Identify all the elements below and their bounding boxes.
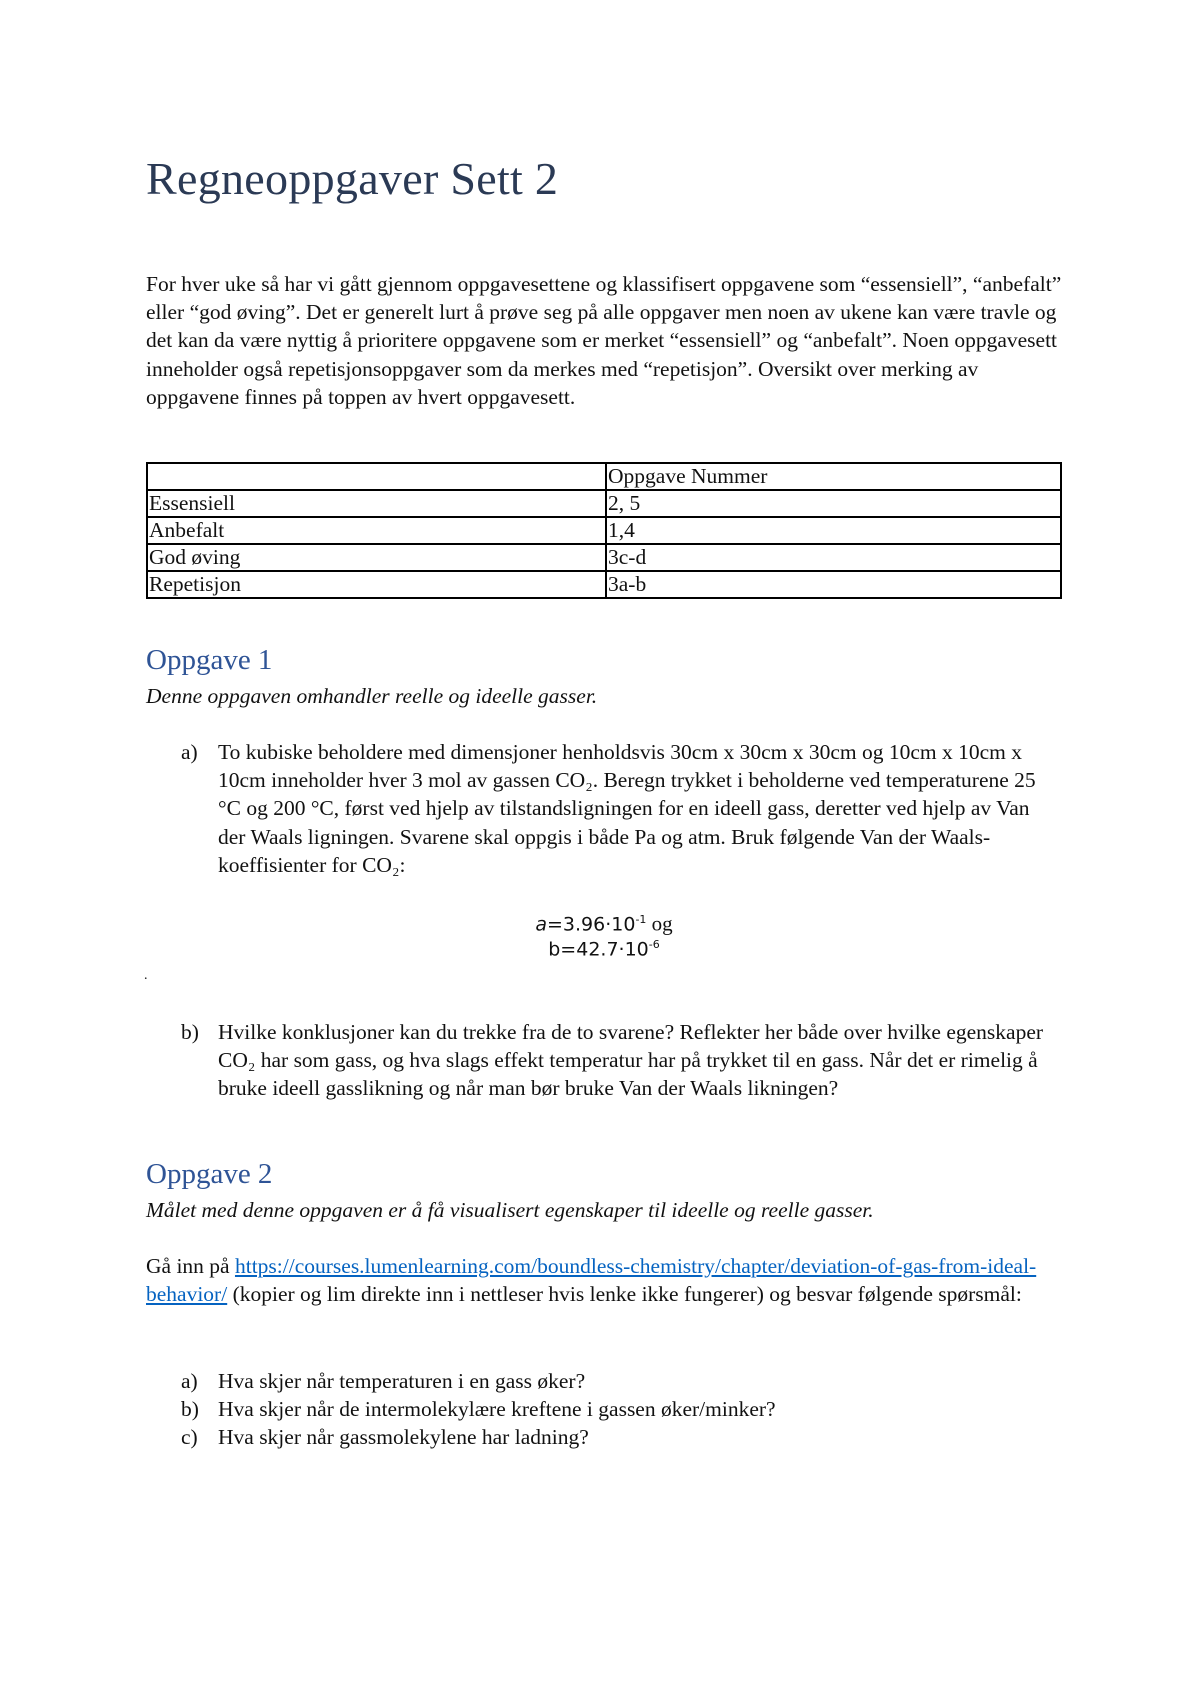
item-text: Hva skjer når gassmolekylene har ladning?	[218, 1425, 589, 1450]
table-row	[147, 544, 1061, 571]
item-label: b)	[181, 1020, 199, 1044]
formula-b	[146, 932, 1062, 962]
oppgave-2-heading: Oppgave 2	[146, 1158, 273, 1190]
formula-a-exponent: -1	[635, 913, 647, 926]
item-label: a)	[181, 1369, 198, 1393]
table-cell	[147, 463, 606, 490]
lumen-link[interactable]: https://courses.lumenlearning.com/boundless-chemistry/chapter/deviation-of-gas-from-ideal-behavior/	[146, 1254, 1037, 1307]
table-cell: Oppgave Nummer	[606, 463, 1061, 490]
table-row	[147, 517, 1061, 544]
table-row	[147, 571, 1061, 598]
item-label: c)	[181, 1425, 198, 1450]
item-label: a)	[181, 740, 198, 764]
list-item	[181, 1395, 1061, 1423]
table-cell: Anbefalt	[147, 517, 606, 544]
table-cell: 3c-d	[606, 544, 1061, 571]
stray-dot: .	[144, 968, 148, 983]
item-label: b)	[181, 1397, 199, 1422]
oppgave-1b	[181, 1018, 1061, 1103]
table-row	[147, 490, 1061, 517]
table-cell: Essensiell	[147, 490, 606, 517]
oppgave-2-lead: Målet med denne oppgaven er å få visualisert egenskaper til ideelle og reelle gasser.	[146, 1198, 874, 1222]
table-cell: 2, 5	[606, 490, 1061, 517]
oppgave-1-heading: Oppgave 1	[146, 644, 273, 676]
page-title: Regneoppgaver Sett 2	[146, 153, 559, 204]
formula-a-var: a	[535, 913, 547, 936]
table-header-row	[147, 463, 1061, 490]
item-text: To kubiske beholdere med dimensjoner henholdsvis 30cm x 30cm x 30cm og 10cm x 10cm x 10cm inneholder hver 3 mol av gassen CO₂. Beregn trykket i beholderne ved temperaturene 25 °C og 200 °C, først ved hjelp av tilstandsligningen for en ideell gass, deretter ved hjelp av Van der Waals ligningen. Svarene skal oppgis i både Pa og atm. Bruk følgende Van der Waals-koeffisienter for CO₂:	[218, 740, 1036, 877]
oppgave-1a	[181, 738, 1061, 879]
list-item	[181, 1367, 1061, 1395]
list-item	[181, 1423, 1061, 1451]
classification-table	[146, 462, 1062, 599]
oppgave-2-questions	[181, 1367, 1061, 1452]
formula-og: og	[646, 911, 673, 936]
para-suffix: (kopier og lim direkte inn i nettleser hvis lenke ikke fungerer) og besvar følgende spørsmål:	[227, 1282, 1022, 1307]
table-cell: 1,4	[606, 517, 1061, 544]
intro-paragraph: For hver uke så har vi gått gjennom oppgavesettene og klassifisert oppgavene som “essensiell”, “anbefalt” eller “god øving”. Det er generelt lurt å prøve seg på alle oppgaver men noen av ukene kan være travle og det kan da være nyttig å prioritere oppgavene som er merket “essensiell” og “anbefalt”. Noen oppgavesett inneholder også repetisjonsoppgaver som da merkes med “repetisjon”. Oversikt over merking av oppgavene finnes på toppen av hvert oppgavesett.	[146, 272, 1062, 409]
para-prefix: Gå inn på	[146, 1254, 235, 1278]
item-text: Hvilke konklusjoner kan du trekke fra de to svarene? Reflekter her både over hvilke egenskaper CO₂ har som gass, og hva slags effekt temperatur har på trykket til en gass. Når det er rimelig å bruke ideell gasslikning og når man bør bruke Van der Waals likningen?	[218, 1020, 1044, 1101]
item-text: Hva skjer når de intermolekylære kreftene i gassen øker/minker?	[218, 1397, 776, 1422]
formula-b-exponent: -6	[648, 938, 660, 951]
item-text: Hva skjer når temperaturen i en gass øker?	[218, 1369, 586, 1393]
table-cell: Repetisjon	[147, 571, 606, 598]
table-cell: God øving	[147, 544, 606, 571]
oppgave-1-lead: Denne oppgaven omhandler reelle og ideelle gasser.	[146, 684, 598, 708]
oppgave-2-paragraph	[146, 1252, 1062, 1308]
table-cell: 3a-b	[606, 571, 1061, 598]
formula-a-value: =3.96·10	[546, 913, 636, 936]
formula-b-value: b=42.7·10	[548, 938, 649, 961]
